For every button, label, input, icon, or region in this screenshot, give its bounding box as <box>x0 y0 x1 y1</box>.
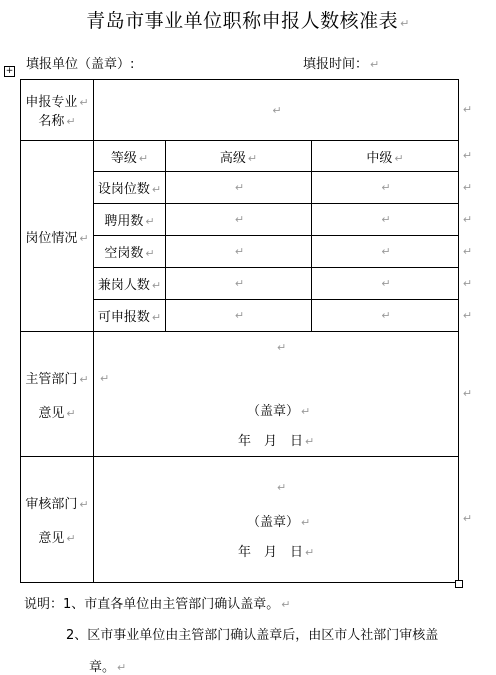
major-value-cell[interactable]: ↵ ↵ <box>94 80 459 141</box>
senior-value-cell[interactable]: ↵ <box>166 236 312 268</box>
middle-value-cell[interactable]: ↵ ↵ <box>312 204 459 236</box>
dept-opinion-cell[interactable]: ↵ ↵ （盖章） ↵ 年 月 日 ↵ ↵ <box>94 332 459 456</box>
table-row <box>21 141 459 172</box>
middle-value-cell[interactable]: ↵ ↵ <box>312 268 459 300</box>
document-title: 青岛市事业单位职称申报人数核准表 ↵ <box>86 10 410 32</box>
audit-opinion-label-cell[interactable]: 审核部门 ↵ 意见 ↵ <box>21 456 94 582</box>
middle-value-cell[interactable]: ↵ ↵ <box>312 236 459 268</box>
note-line-1: 说明：1、市直各单位由主管部门确认盖章。 ↵ <box>24 597 291 612</box>
date-text: 年 月 日 ↵ <box>238 434 315 450</box>
dept-opinion-label-cell[interactable]: 主管部门 ↵ 意见 ↵ <box>21 332 94 456</box>
audit-opinion-cell[interactable]: ↵ （盖章） ↵ 年 月 日 ↵ ↵ <box>94 456 459 582</box>
post-situation-cell[interactable]: 岗位情况 ↵ <box>21 141 94 332</box>
table-row <box>21 80 459 141</box>
note-line-2: 2、区市事业单位由主管部门确认盖章后，由区市人社部门审核盖 <box>66 628 439 643</box>
middle-header-cell[interactable]: 中级 ↵ ↵ <box>312 141 459 172</box>
table-row <box>21 456 459 582</box>
senior-value-cell[interactable]: ↵ <box>166 300 312 332</box>
seal-text: （盖章） ↵ <box>247 514 311 530</box>
row-label-cell[interactable]: 设岗位数 ↵ <box>94 172 166 204</box>
fill-unit-label: 填报单位（盖章）: <box>26 57 135 72</box>
note-line-3: 章。 ↵ <box>89 660 127 675</box>
date-text: 年 月 日 ↵ <box>238 544 315 560</box>
row-label-cell[interactable]: 空岗数 ↵ <box>94 236 166 268</box>
middle-value-cell[interactable]: ↵ ↵ <box>312 172 459 204</box>
table-move-handle-icon[interactable]: + <box>5 66 14 76</box>
grade-header-cell[interactable]: 等级 ↵ <box>94 141 166 172</box>
middle-value-cell[interactable]: ↵ ↵ <box>312 300 459 332</box>
row-label-cell[interactable]: 兼岗人数 ↵ <box>94 268 166 300</box>
table-row <box>21 332 459 456</box>
senior-value-cell[interactable]: ↵ <box>166 268 312 300</box>
senior-header-cell[interactable]: 高级 ↵ <box>166 141 312 172</box>
fill-time-label: 填报时间： ↵ <box>303 57 380 72</box>
row-label-cell[interactable]: 可申报数 ↵ <box>94 300 166 332</box>
major-label-cell[interactable]: 申报专业 ↵ 名称 ↵ <box>21 80 94 141</box>
senior-value-cell[interactable]: ↵ <box>166 172 312 204</box>
row-label-cell[interactable]: 聘用数 ↵ <box>94 204 166 236</box>
senior-value-cell[interactable]: ↵ <box>166 204 312 236</box>
approval-table <box>20 79 473 583</box>
seal-text: （盖章） ↵ <box>247 404 311 420</box>
table-resize-handle[interactable] <box>455 580 463 588</box>
